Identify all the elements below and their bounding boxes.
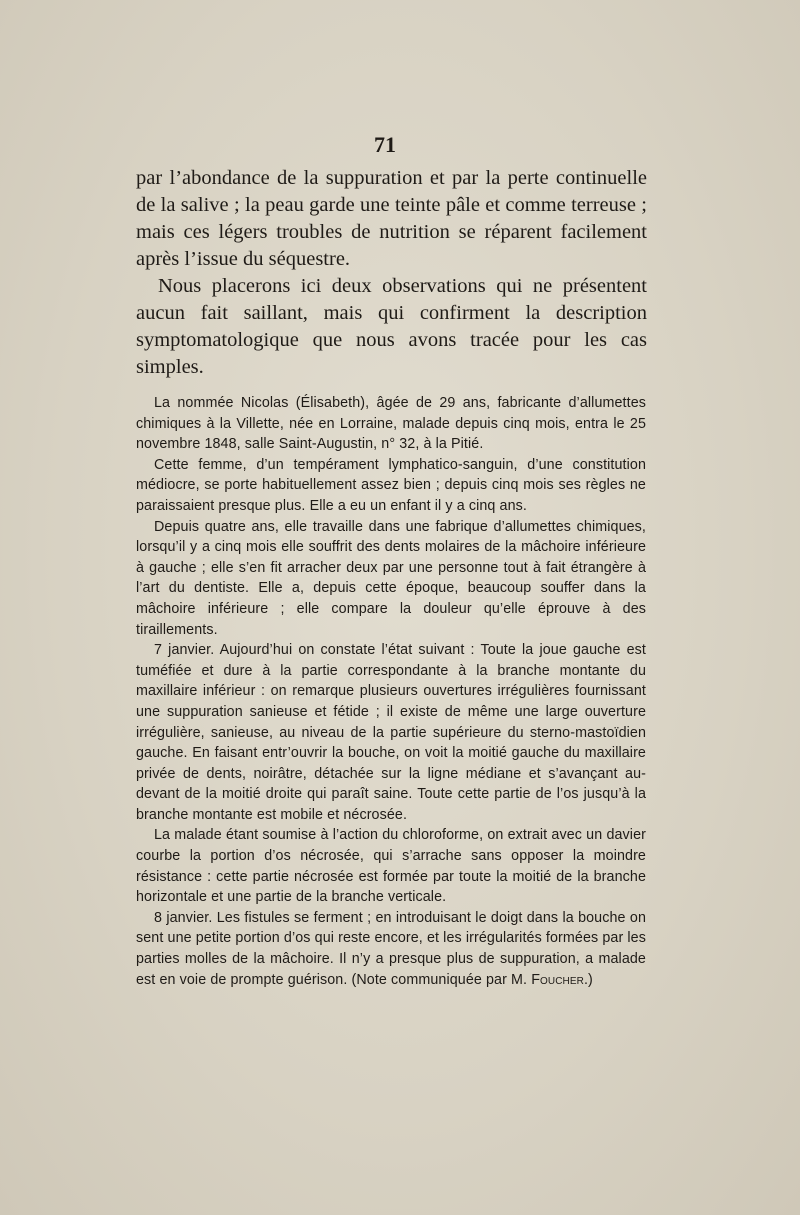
main-paragraph: Nous placerons ici deux observations qui ne présentent aucun fait saillant, mais qui confirment la description symptomatologique que nous avons tracée pour les cas simples.: [136, 275, 647, 378]
observation-text-run: 8 janvier. Les fistules se ferment ; en introduisant le doigt dans la bouche on sent une petite portion d’os qui reste encore, et les irrégularités formées par les parties molles de la mâchoire. Il n’y a presque plus de suppuration, a malade est en voie de prompte guérison. (Note communiquée par M.: [136, 909, 646, 988]
observation-paragraph: La malade étant soumise à l’action du chloroforme, on extrait avec un davier courbe la portion d’os nécrosée, qui s’arrache sans opposer la moindre résistance : cette partie nécrosée est formée par toute la moitié de la branche horizontale et une partie de la branche verticale.: [136, 827, 646, 906]
observation-paragraph: La nommée Nicolas (Élisabeth), âgée de 29 ans, fabricante d’allumettes chimiques à la Villette, née en Lorraine, malade depuis cinq mois, entra le 25 novembre 1848, salle Saint-Augustin, n° 32, à la Pitié.: [136, 395, 646, 453]
observation-paragraph: 7 janvier. Aujourd’hui on constate l’état suivant : Toute la joue gauche est tuméfiée et dure à la partie correspondante à la branche montante du maxillaire inférieur : on remarque plusieurs ouvertures irrégulières fournissant une suppuration sanieuse et fétide ; il existe de même une large ouverture irrégulière, sanieuse, au niveau de la partie supérieure du sterno-mastoïdien gauche. En faisant entr’ouvrir la bouche, on voit la moitié gauche du maxillaire privée de dents, noirâtre, détachée sur la ligne médiane et s’avançant au-devant de la moitié droite qui paraît saine. Toute cette partie de l’os jusqu’à la branche montante est mobile et nécrosée.: [136, 642, 646, 823]
closing-punctuation: .): [583, 971, 593, 988]
main-paragraph: par l’abondance de la suppuration et par la perte continuelle de la salive ; la peau garde une teinte pâle et comme terreuse ; mais ces légers troubles de nutrition se réparent facilement après l’issue du séquestre.: [136, 167, 647, 270]
observation-text: [136, 393, 646, 990]
author-name: Foucher: [531, 971, 584, 988]
page-number: 71: [374, 132, 396, 157]
observation-paragraph: Cette femme, d’un tempérament lymphatico-sanguin, d’une constitution médiocre, se porte habituellement assez bien ; depuis cinq mois ses règles ne paraissaient presque plus. Elle a eu un enfant il y a cinq ans.: [136, 456, 646, 514]
observation-paragraph-last: [136, 908, 646, 990]
observation-paragraph: Depuis quatre ans, elle travaille dans une fabrique d’allumettes chimiques, lorsqu’il y a cinq mois elle souffrit des dents molaires de la mâchoire inférieure à gauche ; elle s’en fit arracher deux par une personne tout à fait étrangère à l’art du dentiste. Elle a, depuis cette époque, beaucoup souffer dans la mâchoire inférieure ; elle compare la douleur qu’elle éprouve à des tiraillements.: [136, 518, 646, 638]
main-text: [136, 165, 647, 381]
